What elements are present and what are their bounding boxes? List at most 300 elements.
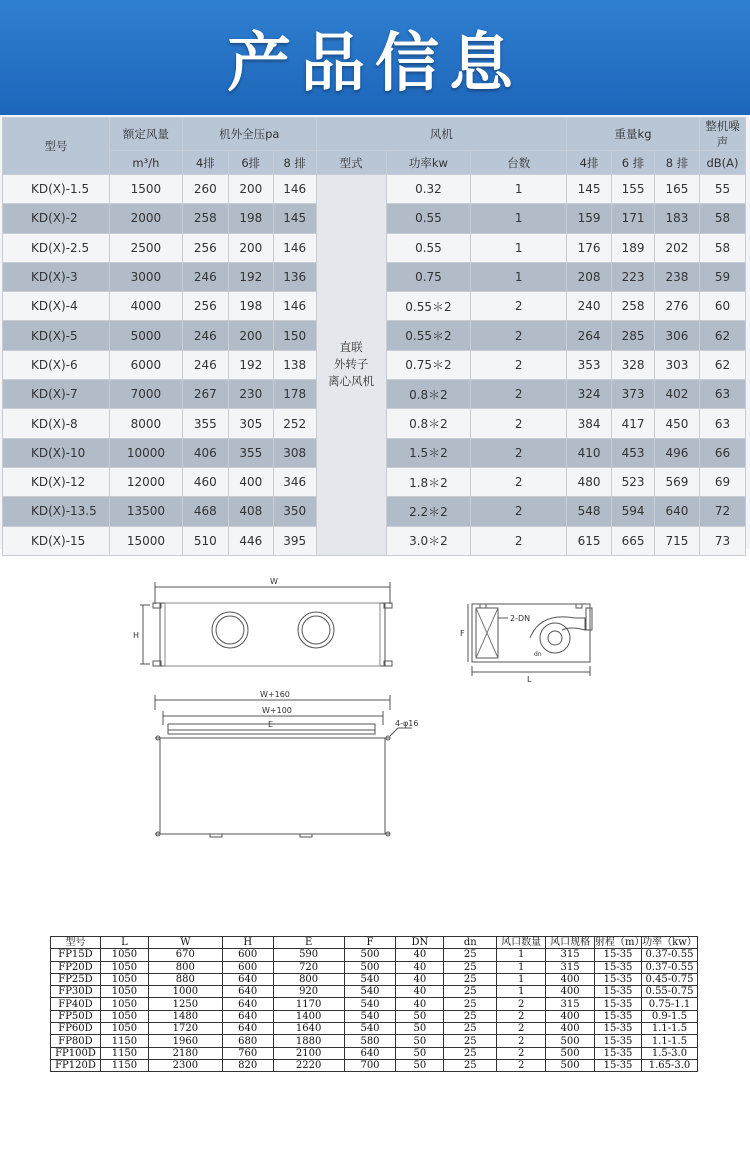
dim-cell: 25: [444, 961, 497, 973]
spec-cell-pressure-6: 400: [228, 467, 273, 496]
label-w: W: [270, 577, 278, 586]
spec-cell-weight-6: 189: [612, 233, 655, 262]
spec-cell-fan-power: 0.75: [386, 262, 471, 291]
dim-cell: FP80D: [51, 1035, 101, 1047]
dim-cell: 640: [222, 1023, 273, 1035]
dim-cell: 640: [344, 1047, 396, 1059]
spec-cell-weight-8: 496: [655, 438, 700, 467]
spec-cell-weight-6: 594: [612, 497, 655, 526]
spec-cell-model: KD(X)-4: [3, 292, 110, 321]
dim-cell: 1150: [100, 1047, 148, 1059]
dim-cell: 40: [396, 998, 444, 1010]
dim-row: [51, 1035, 698, 1047]
dim-header-cell: E: [273, 937, 344, 949]
spec-cell-pressure-6: 408: [228, 497, 273, 526]
spec-cell-pressure-4: 246: [182, 262, 228, 291]
spec-cell-airflow: 1500: [109, 175, 182, 204]
dim-header-cell: 风口数量: [497, 937, 546, 949]
dim-cell: 640: [222, 1010, 273, 1022]
header-airflow: 额定风量: [109, 118, 182, 151]
spec-cell-weight-4: 324: [567, 380, 612, 409]
label-w160: W+160: [260, 690, 290, 699]
spec-table: [2, 117, 746, 556]
spec-cell-fan-count: 2: [471, 321, 567, 350]
dim-cell: 0.37-0.55: [641, 961, 697, 973]
spec-cell-weight-4: 480: [567, 467, 612, 496]
spec-cell-pressure-6: 192: [228, 262, 273, 291]
spec-cell-weight-6: 285: [612, 321, 655, 350]
spec-cell-model: KD(X)-3: [3, 262, 110, 291]
spec-cell-weight-8: 165: [655, 175, 700, 204]
spec-cell-pressure-8: 150: [273, 321, 316, 350]
page-title: 产品信息: [227, 26, 523, 101]
dim-cell: 15-35: [595, 961, 642, 973]
label-e: E: [268, 720, 274, 729]
dim-cell: 25: [444, 1023, 497, 1035]
spec-cell-pressure-6: 198: [228, 292, 273, 321]
spec-cell-pressure-8: 178: [273, 380, 316, 409]
spec-cell-weight-4: 384: [567, 409, 612, 438]
dim-cell: 820: [222, 1059, 273, 1071]
dim-cell: 540: [344, 998, 396, 1010]
header-fan-count: 台数: [471, 151, 567, 175]
spec-cell-noise: 72: [699, 497, 745, 526]
spec-cell-airflow: 12000: [109, 467, 182, 496]
dim-cell: 1050: [100, 961, 148, 973]
dim-cell: 540: [344, 986, 396, 998]
spec-cell-pressure-6: 305: [228, 409, 273, 438]
spec-cell-pressure-6: 192: [228, 350, 273, 379]
spec-cell-weight-6: 417: [612, 409, 655, 438]
dim-cell: 2: [497, 1035, 546, 1047]
spec-cell-pressure-4: 468: [182, 497, 228, 526]
dim-cell: 50: [396, 1010, 444, 1022]
spec-cell-pressure-4: 260: [182, 175, 228, 204]
dim-cell: 1050: [100, 949, 148, 961]
dim-cell: 15-35: [595, 973, 642, 985]
dim-cell: 600: [222, 949, 273, 961]
spec-cell-noise: 59: [699, 262, 745, 291]
dim-cell: 15-35: [595, 1047, 642, 1059]
dim-row: [51, 1059, 698, 1071]
dim-cell: 2220: [273, 1059, 344, 1071]
dim-cell: 1.65-3.0: [641, 1059, 697, 1071]
spec-cell-model: KD(X)-5: [3, 321, 110, 350]
spec-cell-weight-4: 264: [567, 321, 612, 350]
dim-cell: 500: [344, 961, 396, 973]
spec-cell-model: KD(X)-2: [3, 204, 110, 233]
dim-cell: 2180: [148, 1047, 222, 1059]
header-weight-8: 8 排: [655, 151, 700, 175]
spec-cell-noise: 69: [699, 467, 745, 496]
label-h: H: [133, 631, 140, 640]
spec-cell-fan-count: 2: [471, 350, 567, 379]
spec-cell-noise: 58: [699, 233, 745, 262]
spec-cell-pressure-8: 350: [273, 497, 316, 526]
spec-cell-fan-power: 1.8＊2: [386, 467, 471, 496]
dim-cell: 590: [273, 949, 344, 961]
spec-cell-weight-6: 155: [612, 175, 655, 204]
spec-cell-weight-4: 145: [567, 175, 612, 204]
header-weight: 重量kg: [567, 118, 700, 151]
spec-cell-pressure-6: 446: [228, 526, 273, 555]
spec-cell-weight-4: 176: [567, 233, 612, 262]
dim-cell: 40: [396, 949, 444, 961]
spec-cell-weight-8: 306: [655, 321, 700, 350]
dim-cell: 1150: [100, 1035, 148, 1047]
dim-cell: 800: [148, 961, 222, 973]
spec-cell-fan-power: 3.0＊2: [386, 526, 471, 555]
dim-cell: 500: [546, 1059, 595, 1071]
spec-cell-weight-6: 328: [612, 350, 655, 379]
dim-cell: 15-35: [595, 1023, 642, 1035]
spec-cell-noise: 60: [699, 292, 745, 321]
dim-header-cell: 射程（m）: [595, 937, 645, 949]
dim-cell: FP15D: [51, 949, 101, 961]
spec-cell-model: KD(X)-2.5: [3, 233, 110, 262]
dim-cell: 25: [444, 1059, 497, 1071]
spec-cell-weight-4: 615: [567, 526, 612, 555]
dim-cell: 400: [546, 986, 595, 998]
dim-cell: 400: [546, 1023, 595, 1035]
spec-cell-fan-power: 0.8＊2: [386, 409, 471, 438]
dim-cell: FP30D: [51, 986, 101, 998]
spec-cell-airflow: 8000: [109, 409, 182, 438]
dim-cell: 500: [546, 1035, 595, 1047]
dim-cell: 1150: [100, 1059, 148, 1071]
spec-cell-pressure-8: 346: [273, 467, 316, 496]
spec-cell-pressure-8: 395: [273, 526, 316, 555]
dim-cell: 400: [546, 1010, 595, 1022]
dim-cell: 25: [444, 1035, 497, 1047]
dim-cell: FP60D: [51, 1023, 101, 1035]
dim-cell: 25: [444, 998, 497, 1010]
dim-cell: 1480: [148, 1010, 222, 1022]
dim-header-cell: W: [148, 937, 222, 949]
dim-row: [51, 973, 698, 985]
spec-cell-pressure-4: 246: [182, 350, 228, 379]
spec-cell-airflow: 10000: [109, 438, 182, 467]
spec-cell-pressure-6: 200: [228, 233, 273, 262]
dim-cell: 15-35: [595, 1059, 642, 1071]
dim-cell: 720: [273, 961, 344, 973]
header-noise: 整机噪声: [699, 118, 745, 151]
dim-cell: 1000: [148, 986, 222, 998]
dim-cell: FP25D: [51, 973, 101, 985]
dim-row: [51, 961, 698, 973]
spec-cell-pressure-6: 200: [228, 321, 273, 350]
spec-cell-model: KD(X)-15: [3, 526, 110, 555]
dim-cell: 1400: [273, 1010, 344, 1022]
dim-row: [51, 949, 698, 961]
spec-cell-weight-4: 240: [567, 292, 612, 321]
dim-cell: 1640: [273, 1023, 344, 1035]
spec-cell-fan-power: 0.75＊2: [386, 350, 471, 379]
dim-cell: 880: [148, 973, 222, 985]
dim-header-cell: DN: [396, 937, 444, 949]
spec-cell-noise: 73: [699, 526, 745, 555]
dim-header-cell: H: [222, 937, 273, 949]
dim-cell: 540: [344, 1023, 396, 1035]
dim-cell: 50: [396, 1023, 444, 1035]
label-dn-small: dn: [534, 651, 542, 658]
dim-cell: 1: [497, 961, 546, 973]
spec-cell-weight-6: 258: [612, 292, 655, 321]
dimension-table: [50, 936, 698, 1072]
label-l: L: [527, 675, 532, 684]
header-pressure-8: 8 排: [273, 151, 316, 175]
spec-cell-pressure-4: 256: [182, 233, 228, 262]
spec-cell-weight-6: 373: [612, 380, 655, 409]
dim-cell: 40: [396, 973, 444, 985]
spec-cell-pressure-4: 355: [182, 409, 228, 438]
dim-cell: 1720: [148, 1023, 222, 1035]
header-fan-type: 型式: [316, 151, 386, 175]
dim-cell: 1.5-3.0: [641, 1047, 697, 1059]
spec-cell-noise: 62: [699, 350, 745, 379]
spec-cell-pressure-4: 267: [182, 380, 228, 409]
dim-cell: 2: [497, 1010, 546, 1022]
spec-cell-fan-power: 0.32: [386, 175, 471, 204]
dim-row: [51, 986, 698, 998]
dim-cell: 2: [497, 1059, 546, 1071]
dim-cell: 315: [546, 949, 595, 961]
dim-cell: 15-35: [595, 998, 642, 1010]
dim-cell: 25: [444, 949, 497, 961]
dim-cell: 315: [546, 998, 595, 1010]
dim-cell: 540: [344, 1010, 396, 1022]
spec-cell-fan-power: 0.55: [386, 204, 471, 233]
dim-header-cell: F: [344, 937, 396, 949]
spec-cell-noise: 62: [699, 321, 745, 350]
spec-cell-pressure-4: 510: [182, 526, 228, 555]
fan-type-line: 外转子: [333, 357, 369, 372]
spec-cell-pressure-6: 355: [228, 438, 273, 467]
spec-cell-fan-count: 2: [471, 292, 567, 321]
spec-cell-pressure-4: 460: [182, 467, 228, 496]
dim-cell: 600: [222, 961, 273, 973]
spec-cell-fan-power: 0.8＊2: [386, 380, 471, 409]
dim-cell: 0.75-1.1: [641, 998, 697, 1010]
dim-cell: 0.55-0.75: [641, 986, 697, 998]
dim-cell: 640: [222, 973, 273, 985]
dim-cell: FP100D: [51, 1047, 101, 1059]
dim-cell: 1170: [273, 998, 344, 1010]
spec-cell-weight-8: 450: [655, 409, 700, 438]
fan-type-line: 直联: [339, 340, 363, 355]
dim-header-cell: 型号: [51, 937, 101, 949]
spec-cell-airflow: 7000: [109, 380, 182, 409]
spec-cell-pressure-8: 252: [273, 409, 316, 438]
spec-cell-model: KD(X)-7: [3, 380, 110, 409]
dim-cell: 2: [497, 1023, 546, 1035]
spec-cell-weight-8: 276: [655, 292, 700, 321]
spec-cell-fan-count: 2: [471, 497, 567, 526]
dim-cell: 640: [222, 986, 273, 998]
label-holes: 4-φ16: [395, 719, 419, 728]
spec-cell-fan-power: 0.55＊2: [386, 321, 471, 350]
spec-cell-fan-count: 2: [471, 438, 567, 467]
spec-cell-fan-count: 1: [471, 233, 567, 262]
spec-cell-pressure-4: 246: [182, 321, 228, 350]
dim-cell: 1880: [273, 1035, 344, 1047]
dim-cell: 400: [546, 973, 595, 985]
spec-cell-pressure-8: 136: [273, 262, 316, 291]
dim-cell: 1050: [100, 973, 148, 985]
dim-cell: 920: [273, 986, 344, 998]
dim-cell: 0.9-1.5: [641, 1010, 697, 1022]
spec-cell-pressure-6: 198: [228, 204, 273, 233]
spec-cell-pressure-8: 145: [273, 204, 316, 233]
dim-cell: 315: [546, 961, 595, 973]
dim-header-cell: 风口规格: [546, 937, 595, 949]
dim-cell: 25: [444, 986, 497, 998]
spec-cell-noise: 66: [699, 438, 745, 467]
dim-cell: 670: [148, 949, 222, 961]
dim-cell: 1050: [100, 1010, 148, 1022]
spec-cell-airflow: 2000: [109, 204, 182, 233]
dim-cell: 2: [497, 998, 546, 1010]
dim-cell: 1: [497, 973, 546, 985]
spec-cell-fan-count: 2: [471, 467, 567, 496]
spec-cell-pressure-6: 230: [228, 380, 273, 409]
header-weight-6: 6 排: [612, 151, 655, 175]
spec-cell-pressure-4: 258: [182, 204, 228, 233]
fan-type-line: 离心风机: [328, 374, 375, 389]
spec-row: [3, 175, 746, 204]
spec-cell-weight-8: 569: [655, 467, 700, 496]
spec-cell-airflow: 15000: [109, 526, 182, 555]
dimension-drawings: [0, 560, 750, 890]
dim-cell: 640: [222, 998, 273, 1010]
spec-cell-airflow: 2500: [109, 233, 182, 262]
header-pressure: 机外全压pa: [182, 118, 316, 151]
dim-cell: 2: [497, 1047, 546, 1059]
spec-cell-fan-power: 0.55: [386, 233, 471, 262]
label-dn: 2-DN: [510, 614, 531, 623]
spec-cell-noise: 58: [699, 204, 745, 233]
spec-cell-weight-6: 453: [612, 438, 655, 467]
dim-cell: 1: [497, 949, 546, 961]
spec-cell-noise: 63: [699, 409, 745, 438]
fan-type-cell: [316, 175, 386, 556]
spec-cell-model: KD(X)-1.5: [3, 175, 110, 204]
spec-cell-airflow: 13500: [109, 497, 182, 526]
dim-cell: FP120D: [51, 1059, 101, 1071]
spec-cell-pressure-4: 406: [182, 438, 228, 467]
dim-row: [51, 1023, 698, 1035]
spec-cell-fan-count: 1: [471, 204, 567, 233]
dim-cell: 15-35: [595, 1010, 642, 1022]
header-airflow-unit: m³/h: [109, 151, 182, 175]
dim-cell: 700: [344, 1059, 396, 1071]
label-f: F: [460, 629, 465, 638]
spec-cell-weight-4: 208: [567, 262, 612, 291]
dim-cell: FP40D: [51, 998, 101, 1010]
dim-cell: 540: [344, 973, 396, 985]
header-model: 型号: [3, 118, 110, 175]
spec-cell-airflow: 4000: [109, 292, 182, 321]
dim-cell: 1050: [100, 998, 148, 1010]
dim-row: [51, 1047, 698, 1059]
spec-cell-weight-6: 665: [612, 526, 655, 555]
dim-cell: 1.1-1.5: [641, 1023, 697, 1035]
dim-row: [51, 998, 698, 1010]
spec-cell-airflow: 6000: [109, 350, 182, 379]
spec-cell-pressure-8: 308: [273, 438, 316, 467]
spec-cell-pressure-8: 146: [273, 175, 316, 204]
dim-cell: 680: [222, 1035, 273, 1047]
dim-cell: 580: [344, 1035, 396, 1047]
spec-cell-pressure-8: 146: [273, 233, 316, 262]
dim-cell: 0.37-0.55: [641, 949, 697, 961]
dim-header-cell: L: [100, 937, 148, 949]
dim-cell: 760: [222, 1047, 273, 1059]
spec-cell-fan-power: 2.2＊2: [386, 497, 471, 526]
spec-cell-pressure-8: 146: [273, 292, 316, 321]
spec-cell-model: KD(X)-12: [3, 467, 110, 496]
header-weight-4: 4排: [567, 151, 612, 175]
spec-cell-fan-count: 2: [471, 380, 567, 409]
spec-cell-fan-count: 1: [471, 262, 567, 291]
spec-cell-noise: 55: [699, 175, 745, 204]
top-view-drawing: [155, 695, 412, 837]
spec-cell-model: KD(X)-6: [3, 350, 110, 379]
spec-cell-weight-4: 410: [567, 438, 612, 467]
dim-cell: 40: [396, 986, 444, 998]
spec-cell-fan-count: 2: [471, 409, 567, 438]
dim-cell: 2300: [148, 1059, 222, 1071]
spec-cell-airflow: 3000: [109, 262, 182, 291]
spec-cell-fan-count: 2: [471, 526, 567, 555]
spec-cell-weight-8: 640: [655, 497, 700, 526]
header-noise-unit: dB(A): [699, 151, 745, 175]
spec-cell-weight-8: 202: [655, 233, 700, 262]
dim-cell: 1250: [148, 998, 222, 1010]
dim-cell: 1: [497, 986, 546, 998]
dim-cell: 1.1-1.5: [641, 1035, 697, 1047]
spec-cell-model: KD(X)-8: [3, 409, 110, 438]
dim-cell: 500: [546, 1047, 595, 1059]
spec-cell-noise: 63: [699, 380, 745, 409]
label-w100: W+100: [262, 706, 292, 715]
dim-cell: 40: [396, 961, 444, 973]
dim-cell: FP20D: [51, 961, 101, 973]
dim-cell: FP50D: [51, 1010, 101, 1022]
dim-cell: 1960: [148, 1035, 222, 1047]
dim-cell: 50: [396, 1035, 444, 1047]
header-pressure-6: 6排: [228, 151, 273, 175]
spec-cell-weight-4: 159: [567, 204, 612, 233]
dim-cell: 1050: [100, 1023, 148, 1035]
dim-cell: 15-35: [595, 986, 642, 998]
spec-cell-weight-8: 402: [655, 380, 700, 409]
dim-cell: 15-35: [595, 1035, 642, 1047]
dim-cell: 800: [273, 973, 344, 985]
spec-cell-pressure-4: 256: [182, 292, 228, 321]
header-pressure-4: 4排: [182, 151, 228, 175]
spec-cell-weight-4: 548: [567, 497, 612, 526]
dim-cell: 50: [396, 1047, 444, 1059]
spec-cell-model: KD(X)-10: [3, 438, 110, 467]
dim-cell: 25: [444, 973, 497, 985]
spec-cell-model: KD(X)-13.5: [3, 497, 110, 526]
dim-cell: 50: [396, 1059, 444, 1071]
dim-cell: 25: [444, 1047, 497, 1059]
header-banner: [0, 0, 750, 115]
spec-cell-weight-4: 353: [567, 350, 612, 379]
spec-cell-weight-8: 303: [655, 350, 700, 379]
